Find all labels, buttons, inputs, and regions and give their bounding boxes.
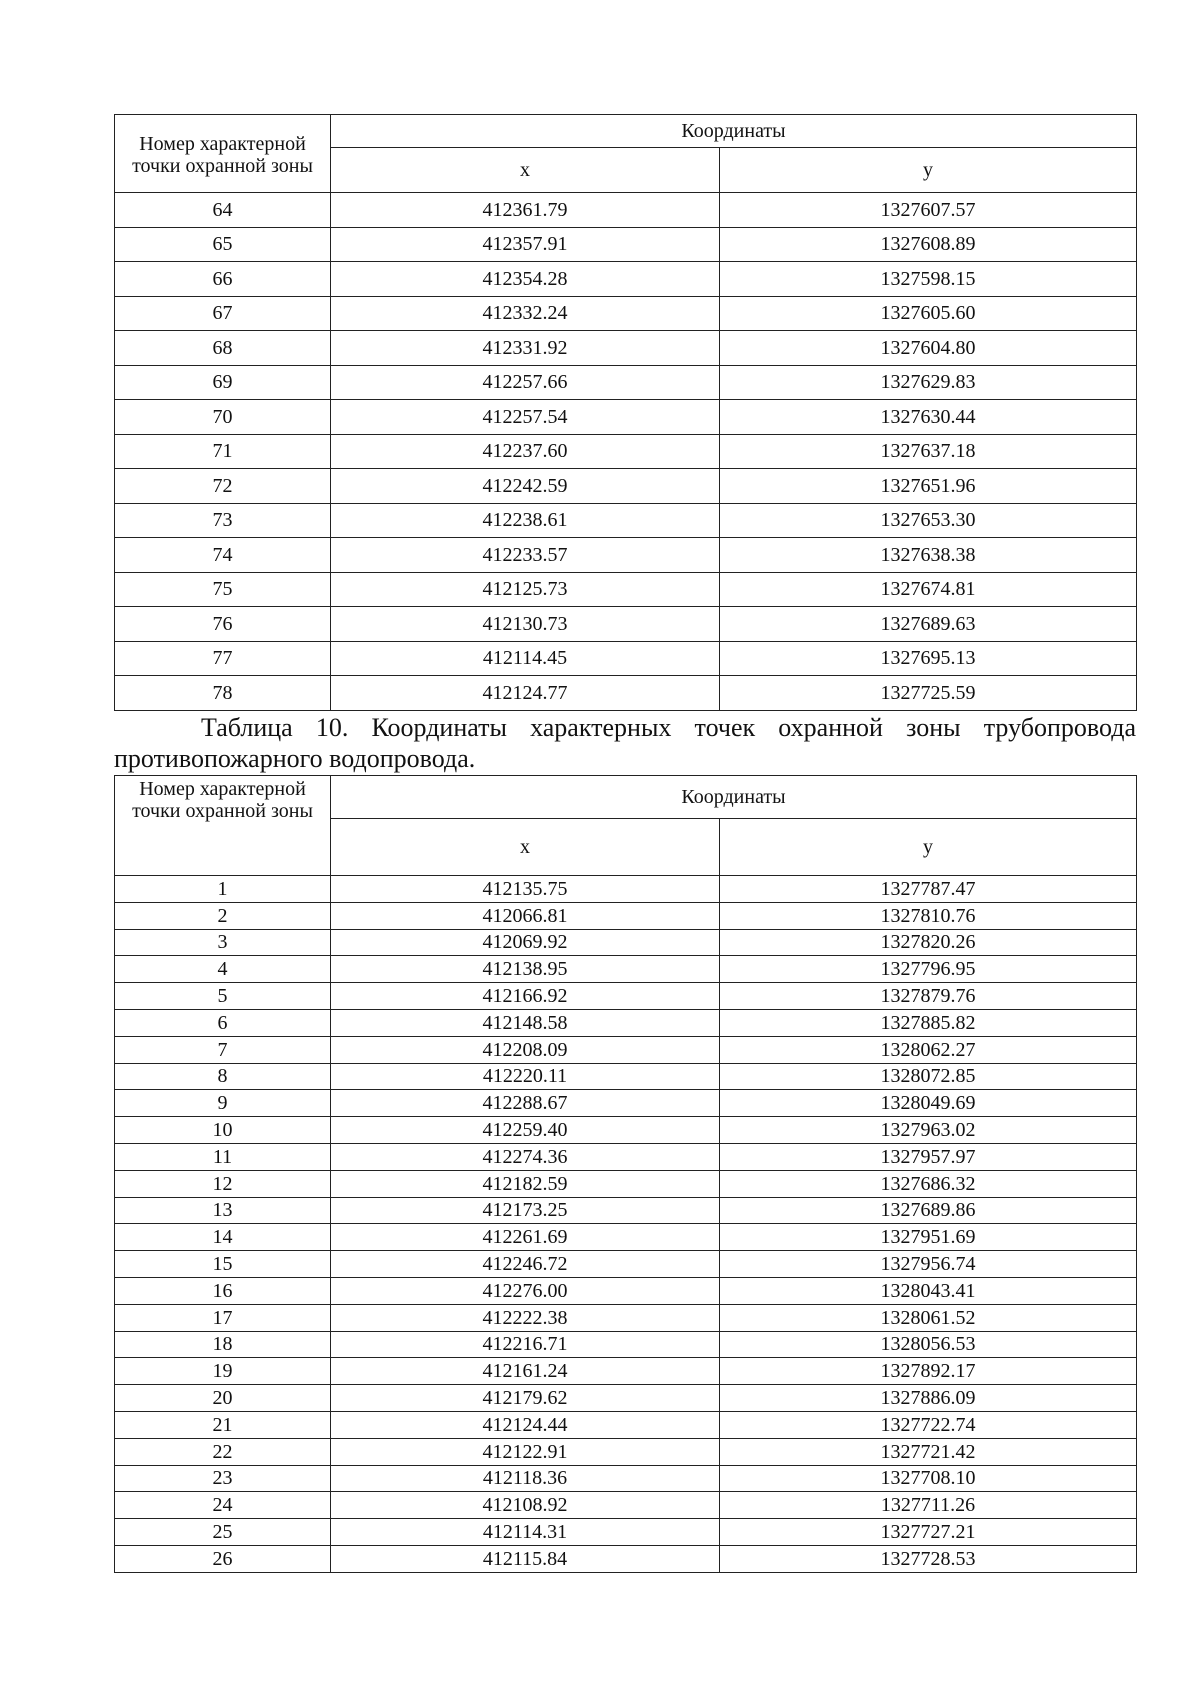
cell-x: 412276.00 xyxy=(331,1277,720,1304)
cell-point-number: 14 xyxy=(115,1224,331,1251)
cell-point-number: 20 xyxy=(115,1385,331,1412)
cell-y: 1327963.02 xyxy=(720,1117,1137,1144)
table-row xyxy=(115,1224,1137,1251)
table-row xyxy=(115,1143,1137,1170)
cell-point-number: 22 xyxy=(115,1438,331,1465)
cell-point-number: 21 xyxy=(115,1411,331,1438)
cell-y: 1327721.42 xyxy=(720,1438,1137,1465)
table-row xyxy=(115,1492,1137,1519)
cell-point-number: 8 xyxy=(115,1063,331,1090)
cell-x: 412124.77 xyxy=(331,676,720,711)
cell-point-number: 2 xyxy=(115,902,331,929)
table-row xyxy=(115,434,1137,469)
header-x: x xyxy=(331,819,720,876)
table-row xyxy=(115,1385,1137,1412)
cell-y: 1328049.69 xyxy=(720,1090,1137,1117)
cell-x: 412138.95 xyxy=(331,956,720,983)
cell-point-number: 71 xyxy=(115,434,331,469)
header-y: y xyxy=(720,819,1137,876)
table-row xyxy=(115,1545,1137,1572)
cell-y: 1327605.60 xyxy=(720,296,1137,331)
table-row xyxy=(115,538,1137,573)
table-row xyxy=(115,1090,1137,1117)
table-row xyxy=(115,296,1137,331)
cell-y: 1327787.47 xyxy=(720,876,1137,903)
cell-x: 412208.09 xyxy=(331,1036,720,1063)
cell-point-number: 73 xyxy=(115,503,331,538)
table-row xyxy=(115,262,1137,297)
cell-y: 1327695.13 xyxy=(720,641,1137,676)
table-row xyxy=(115,469,1137,504)
cell-y: 1328043.41 xyxy=(720,1277,1137,1304)
cell-y: 1328056.53 xyxy=(720,1331,1137,1358)
cell-point-number: 67 xyxy=(115,296,331,331)
cell-x: 412130.73 xyxy=(331,607,720,642)
cell-y: 1327630.44 xyxy=(720,400,1137,435)
table-row xyxy=(115,607,1137,642)
cell-x: 412114.45 xyxy=(331,641,720,676)
table-row xyxy=(115,1277,1137,1304)
cell-x: 412238.61 xyxy=(331,503,720,538)
cell-y: 1327727.21 xyxy=(720,1519,1137,1546)
table-row xyxy=(115,193,1137,228)
cell-point-number: 12 xyxy=(115,1170,331,1197)
cell-x: 412114.31 xyxy=(331,1519,720,1546)
table-row xyxy=(115,983,1137,1010)
table-row xyxy=(115,876,1137,903)
table-row xyxy=(115,365,1137,400)
cell-y: 1327886.09 xyxy=(720,1385,1137,1412)
table-row xyxy=(115,1063,1137,1090)
table-2-body xyxy=(115,876,1137,1573)
cell-point-number: 7 xyxy=(115,1036,331,1063)
table-1-body xyxy=(115,193,1137,711)
cell-x: 412166.92 xyxy=(331,983,720,1010)
cell-x: 412357.91 xyxy=(331,227,720,262)
cell-x: 412069.92 xyxy=(331,929,720,956)
table-row xyxy=(115,1036,1137,1063)
cell-point-number: 10 xyxy=(115,1117,331,1144)
cell-y: 1327885.82 xyxy=(720,1009,1137,1036)
cell-point-number: 69 xyxy=(115,365,331,400)
cell-y: 1327956.74 xyxy=(720,1251,1137,1278)
table-row xyxy=(115,1411,1137,1438)
cell-y: 1327810.76 xyxy=(720,902,1137,929)
cell-point-number: 6 xyxy=(115,1009,331,1036)
cell-point-number: 16 xyxy=(115,1277,331,1304)
cell-x: 412122.91 xyxy=(331,1438,720,1465)
table-row xyxy=(115,929,1137,956)
cell-point-number: 72 xyxy=(115,469,331,504)
cell-y: 1327951.69 xyxy=(720,1224,1137,1251)
cell-x: 412161.24 xyxy=(331,1358,720,1385)
cell-x: 412233.57 xyxy=(331,538,720,573)
table-row xyxy=(115,1117,1137,1144)
table-row xyxy=(115,227,1137,262)
cell-point-number: 3 xyxy=(115,929,331,956)
cell-y: 1328062.27 xyxy=(720,1036,1137,1063)
header-coordinates: Координаты xyxy=(331,776,1137,819)
cell-y: 1327725.59 xyxy=(720,676,1137,711)
cell-x: 412179.62 xyxy=(331,1385,720,1412)
cell-x: 412125.73 xyxy=(331,572,720,607)
cell-x: 412331.92 xyxy=(331,331,720,366)
cell-x: 412261.69 xyxy=(331,1224,720,1251)
cell-point-number: 26 xyxy=(115,1545,331,1572)
cell-point-number: 17 xyxy=(115,1304,331,1331)
cell-point-number: 77 xyxy=(115,641,331,676)
table-row xyxy=(115,902,1137,929)
table-caption: Таблица 10. Координаты характерных точек охранной зоны трубопровода противопожарного водопровода. xyxy=(114,713,1136,773)
cell-x: 412124.44 xyxy=(331,1411,720,1438)
table-row xyxy=(115,956,1137,983)
cell-x: 412257.54 xyxy=(331,400,720,435)
table-row xyxy=(115,1358,1137,1385)
cell-point-number: 18 xyxy=(115,1331,331,1358)
cell-point-number: 24 xyxy=(115,1492,331,1519)
cell-x: 412115.84 xyxy=(331,1545,720,1572)
cell-y: 1327711.26 xyxy=(720,1492,1137,1519)
cell-y: 1327638.38 xyxy=(720,538,1137,573)
cell-point-number: 74 xyxy=(115,538,331,573)
table-row xyxy=(115,1009,1137,1036)
cell-point-number: 75 xyxy=(115,572,331,607)
cell-x: 412242.59 xyxy=(331,469,720,504)
cell-x: 412135.75 xyxy=(331,876,720,903)
table-row xyxy=(115,641,1137,676)
cell-x: 412066.81 xyxy=(331,902,720,929)
cell-point-number: 65 xyxy=(115,227,331,262)
cell-y: 1327608.89 xyxy=(720,227,1137,262)
cell-x: 412182.59 xyxy=(331,1170,720,1197)
table-row xyxy=(115,676,1137,711)
cell-point-number: 5 xyxy=(115,983,331,1010)
table-row xyxy=(115,1304,1137,1331)
cell-y: 1327689.86 xyxy=(720,1197,1137,1224)
cell-y: 1327892.17 xyxy=(720,1358,1137,1385)
header-y: y xyxy=(720,148,1137,193)
cell-y: 1327820.26 xyxy=(720,929,1137,956)
cell-point-number: 25 xyxy=(115,1519,331,1546)
cell-x: 412288.67 xyxy=(331,1090,720,1117)
table-row xyxy=(115,1170,1137,1197)
cell-point-number: 64 xyxy=(115,193,331,228)
cell-y: 1327689.63 xyxy=(720,607,1137,642)
table-row xyxy=(115,1251,1137,1278)
cell-y: 1327607.57 xyxy=(720,193,1137,228)
cell-point-number: 11 xyxy=(115,1143,331,1170)
cell-y: 1327604.80 xyxy=(720,331,1137,366)
table-row xyxy=(115,1197,1137,1224)
table-row xyxy=(115,400,1137,435)
cell-y: 1327651.96 xyxy=(720,469,1137,504)
table-row xyxy=(115,1331,1137,1358)
cell-x: 412173.25 xyxy=(331,1197,720,1224)
table-row xyxy=(115,1519,1137,1546)
cell-x: 412216.71 xyxy=(331,1331,720,1358)
coordinates-table-2 xyxy=(114,775,1137,1573)
cell-y: 1327653.30 xyxy=(720,503,1137,538)
cell-x: 412118.36 xyxy=(331,1465,720,1492)
cell-x: 412332.24 xyxy=(331,296,720,331)
cell-x: 412361.79 xyxy=(331,193,720,228)
table-row xyxy=(115,1438,1137,1465)
cell-point-number: 1 xyxy=(115,876,331,903)
cell-y: 1327629.83 xyxy=(720,365,1137,400)
cell-point-number: 78 xyxy=(115,676,331,711)
table-row xyxy=(115,572,1137,607)
header-x: x xyxy=(331,148,720,193)
header-point-number: Номер характерной точки охранной зоны xyxy=(115,115,331,193)
cell-x: 412222.38 xyxy=(331,1304,720,1331)
cell-y: 1327674.81 xyxy=(720,572,1137,607)
cell-x: 412108.92 xyxy=(331,1492,720,1519)
header-point-number: Номер характерной точки охранной зоны xyxy=(115,776,331,876)
cell-y: 1327722.74 xyxy=(720,1411,1137,1438)
cell-y: 1328072.85 xyxy=(720,1063,1137,1090)
cell-x: 412274.36 xyxy=(331,1143,720,1170)
table-row xyxy=(115,331,1137,366)
cell-point-number: 23 xyxy=(115,1465,331,1492)
cell-point-number: 66 xyxy=(115,262,331,297)
header-coordinates: Координаты xyxy=(331,115,1137,148)
cell-y: 1327728.53 xyxy=(720,1545,1137,1572)
cell-point-number: 19 xyxy=(115,1358,331,1385)
cell-x: 412220.11 xyxy=(331,1063,720,1090)
cell-y: 1327598.15 xyxy=(720,262,1137,297)
cell-point-number: 15 xyxy=(115,1251,331,1278)
cell-y: 1327637.18 xyxy=(720,434,1137,469)
cell-y: 1327796.95 xyxy=(720,956,1137,983)
cell-y: 1327879.76 xyxy=(720,983,1137,1010)
cell-x: 412257.66 xyxy=(331,365,720,400)
cell-y: 1327957.97 xyxy=(720,1143,1137,1170)
cell-point-number: 68 xyxy=(115,331,331,366)
cell-x: 412148.58 xyxy=(331,1009,720,1036)
cell-x: 412237.60 xyxy=(331,434,720,469)
coordinates-table-1 xyxy=(114,114,1137,711)
cell-y: 1327708.10 xyxy=(720,1465,1137,1492)
cell-point-number: 13 xyxy=(115,1197,331,1224)
table-row xyxy=(115,1465,1137,1492)
cell-x: 412354.28 xyxy=(331,262,720,297)
cell-y: 1328061.52 xyxy=(720,1304,1137,1331)
table-row xyxy=(115,503,1137,538)
cell-x: 412246.72 xyxy=(331,1251,720,1278)
cell-point-number: 76 xyxy=(115,607,331,642)
cell-x: 412259.40 xyxy=(331,1117,720,1144)
cell-point-number: 4 xyxy=(115,956,331,983)
cell-point-number: 70 xyxy=(115,400,331,435)
cell-point-number: 9 xyxy=(115,1090,331,1117)
cell-y: 1327686.32 xyxy=(720,1170,1137,1197)
